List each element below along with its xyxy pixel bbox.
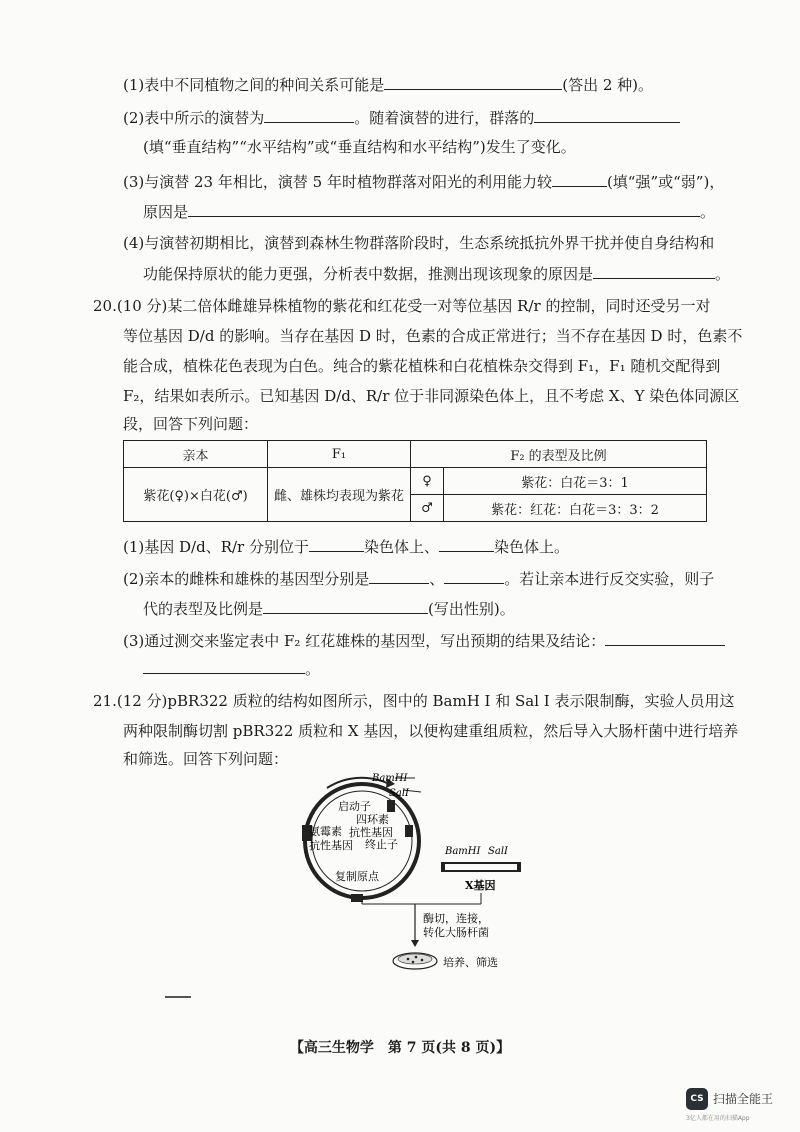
terminator-label: 终止子 — [365, 838, 398, 851]
answer-blank — [444, 567, 504, 584]
page-footer: 【高三生物学 第 7 页(共 8 页)】 — [289, 1040, 511, 1056]
xgene-sal1-label: SalⅠ — [488, 846, 508, 857]
petri-dish-medium — [398, 954, 432, 964]
scanner-app-name: 扫描全能王 — [713, 1092, 774, 1106]
tet-label-1: 四环素 — [356, 813, 389, 826]
amp-label-1: 氨霉素 — [309, 825, 342, 838]
colony-dot — [421, 959, 424, 962]
cell-sex-male: ♂ — [411, 495, 444, 522]
origin-label: 复制原点 — [335, 870, 379, 883]
answer-blank — [188, 200, 700, 217]
header-f2: F₂ 的表型及比例 — [411, 441, 707, 468]
sal1-label: SalⅠ — [389, 788, 409, 799]
q19-part3: (3)与演替 23 年相比，演替 5 年时植物群落对阳光的利用能力较 (填“强”或“弱”)， — [123, 170, 724, 193]
bamh1-label: BamHⅠ — [372, 773, 408, 784]
colony-dot — [412, 961, 415, 964]
table-header-row — [124, 441, 707, 468]
q19-part2: (2)表中所示的演替为 。随着演替的进行，群落的 — [123, 106, 680, 129]
cell-result-female: 紫花：白花＝3：1 — [444, 468, 707, 495]
q20-stem-5: 段，回答下列问题： — [123, 415, 259, 433]
xgene-label: X基因 — [465, 879, 496, 892]
q20-part2-cont: 代的表型及比例是 (写出性别)。 — [143, 597, 515, 620]
cell-f1: 雌、雄株均表现为紫花 — [268, 468, 411, 522]
process-arrowhead — [411, 940, 419, 947]
xgene-bamh1-label: BamHⅠ — [445, 846, 481, 857]
q19-part4: (4)与演替初期相比，演替到森林生物群落阶段时，生态系统抵抗外界干扰并使自身结构和 — [123, 234, 715, 252]
q21-stem-3: 和筛选。回答下列问题： — [123, 750, 289, 768]
step-label-1: 酶切，连接， — [423, 912, 489, 925]
xgene-left-end — [441, 863, 445, 871]
xgene-right-end — [517, 863, 521, 871]
q20-part3-cont: 。 — [143, 657, 320, 680]
promoter-label: 启动子 — [338, 800, 371, 813]
q20-part1: (1)基因 D/d、R/r 分别位于 染色体上、 染色体上。 — [123, 535, 569, 558]
answer-blank — [593, 262, 715, 279]
answer-blank — [263, 597, 428, 614]
stray-mark — [165, 996, 191, 998]
q20-part2: (2)亲本的雌株和雄株的基因型分别是 、 。若让亲本进行反交实验，则子 — [123, 567, 714, 590]
plasmid-diagram — [295, 770, 535, 985]
colony-dot — [407, 958, 410, 961]
answer-blank — [534, 106, 680, 123]
table-row — [124, 468, 707, 495]
culture-label: 培养、筛选 — [443, 956, 498, 969]
terminator-block — [405, 825, 413, 837]
cell-parent: 紫花(♀)×白花(♂) — [124, 468, 268, 522]
answer-blank — [264, 106, 354, 123]
q20-stem-2: 等位基因 D/d 的影响。当存在基因 D 时，色素的合成正常进行；当不存在基因 D 时，色素不 — [123, 327, 743, 345]
step-label-2: 转化大肠杆菌 — [423, 926, 489, 939]
cell-result-male: 紫花：红花：白花＝3：3：2 — [444, 495, 707, 522]
answer-blank — [309, 535, 364, 552]
q20-stem-3: 能合成，植株花色表现为白色。纯合的紫花植株和白花植株杂交得到 F₁，F₁ 随机交配得到 — [123, 357, 721, 375]
answer-blank — [439, 535, 494, 552]
q21-stem-2: 两种限制酶切割 pBR322 质粒和 X 基因，以便构建重组质粒，然后导入大肠杆菌中进行培养 — [123, 722, 739, 740]
tet-label-2: 抗性基因 — [349, 826, 393, 839]
origin-block — [351, 894, 363, 902]
scanner-tagline: 3亿人都在用的扫描App — [686, 1115, 750, 1122]
answer-blank — [384, 73, 562, 90]
q21-stem-1: 21.(12 分)pBR322 质粒的结构如图所示，图中的 BamH Ⅰ 和 Sal Ⅰ 表示限制酶，实验人员用这 — [93, 692, 735, 710]
results-table — [123, 440, 707, 522]
cell-sex-female: ♀ — [411, 468, 444, 495]
header-parent: 亲本 — [124, 441, 268, 468]
answer-blank — [605, 629, 725, 646]
q19-part1: (1)表中不同植物之间的种间关系可能是 (答出 2 种)。 — [123, 73, 653, 96]
answer-blank — [369, 567, 429, 584]
header-f1: F₁ — [268, 441, 411, 468]
answer-blank — [143, 657, 305, 674]
q19-part2-note: (填“垂直结构”“水平结构”或“垂直结构和水平结构”)发生了变化。 — [143, 138, 576, 156]
answer-blank — [552, 170, 607, 187]
q19-part4-cont: 功能保持原状的能力更强，分析表中数据，推测出现该现象的原因是 。 — [143, 262, 730, 285]
q19-part3-reason: 原因是 。 — [143, 200, 715, 223]
q20-part3: (3)通过测交来鉴定表中 F₂ 红花雄株的基因型，写出预期的结果及结论： — [123, 629, 725, 652]
q20-stem-1: 20.(10 分)某二倍体雌雄异株植物的紫花和红花受一对等位基因 R/r 的控制，同时还受另一对 — [93, 297, 711, 315]
colony-dot — [415, 956, 418, 959]
tet-gene-block — [387, 800, 395, 812]
q20-stem-4: F₂，结果如表所示。已知基因 D/d、R/r 位于非同源染色体上，且不考虑 X、Y 染色体同源区 — [123, 387, 740, 405]
amp-label-2: 抗性基因 — [309, 839, 353, 852]
scanner-logo-icon: CS — [686, 1088, 708, 1110]
